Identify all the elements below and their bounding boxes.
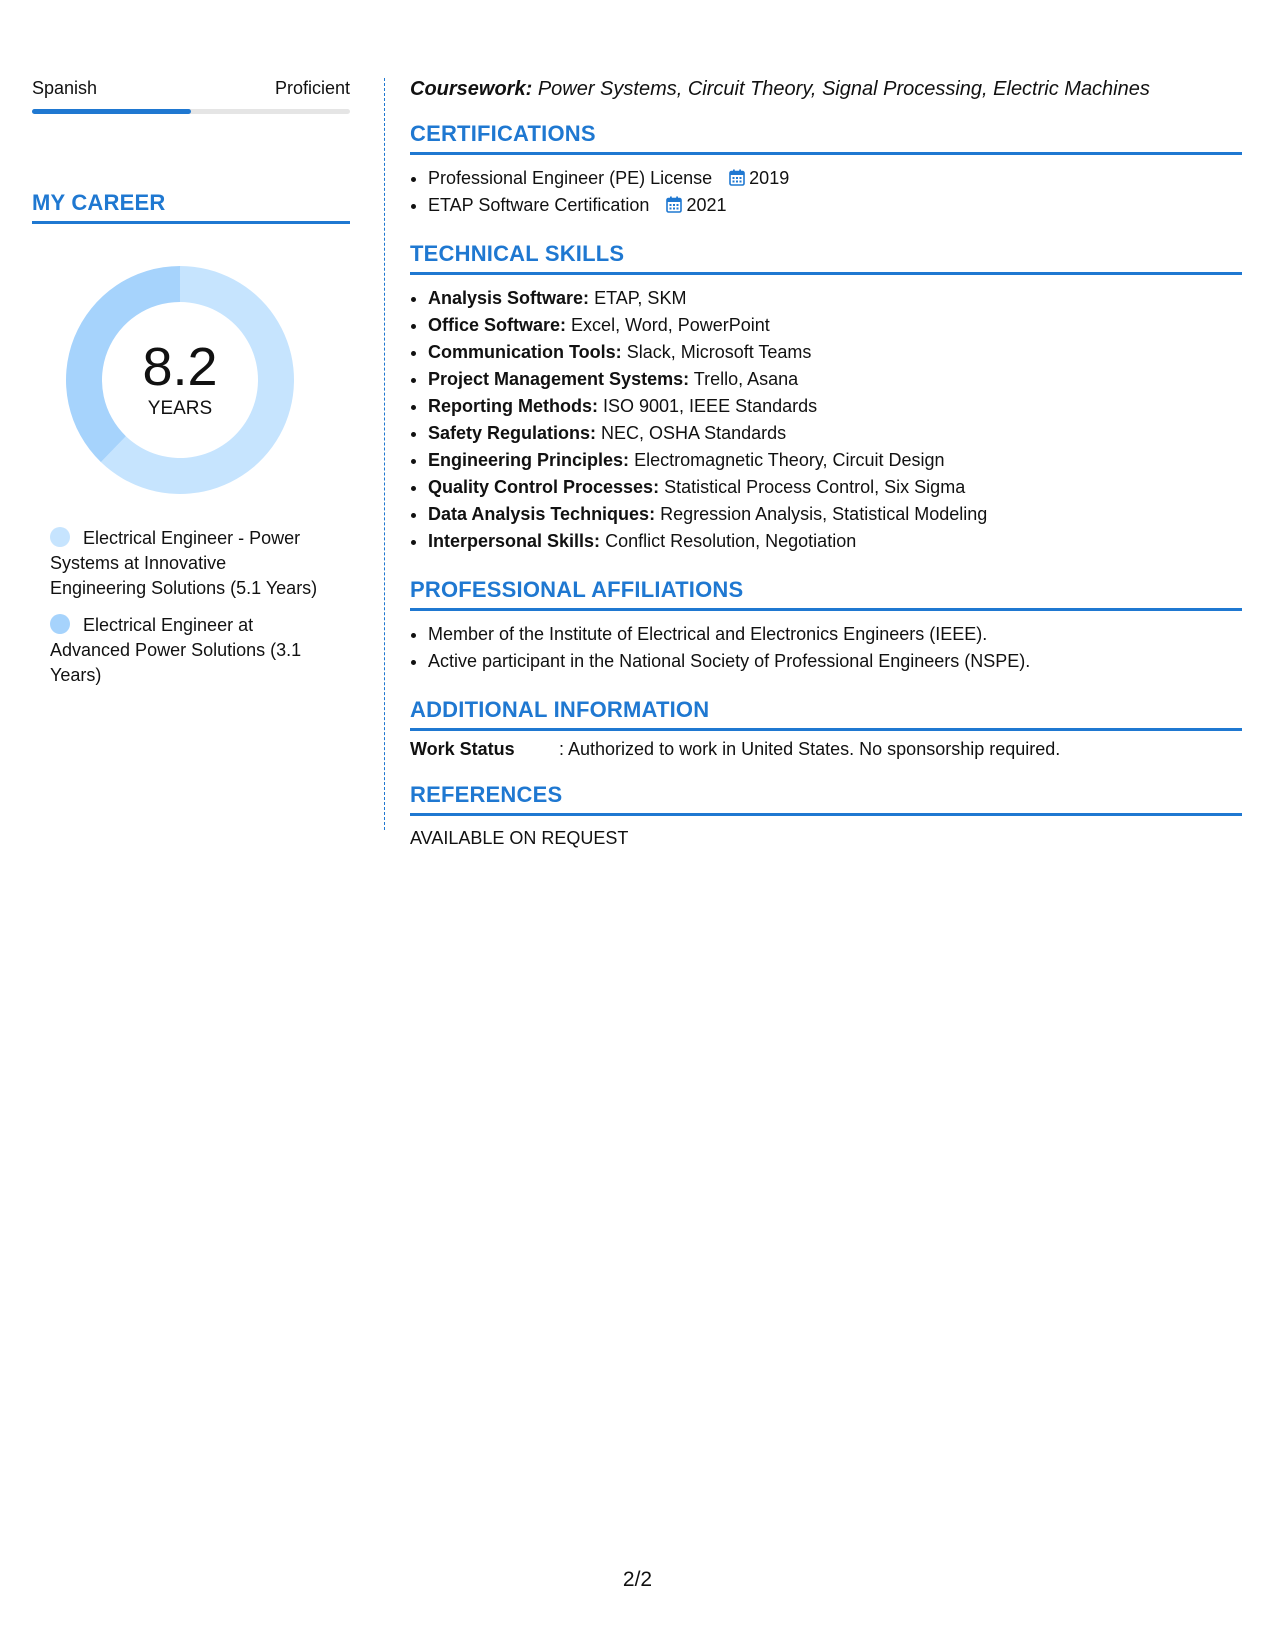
section-title-affiliations: PROFESSIONAL AFFILIATIONS [410,577,744,602]
section-title-career: MY CAREER [32,190,166,215]
affiliations-list [410,621,1242,675]
career-donut [66,266,294,494]
skill-value: ETAP, SKM [594,288,687,308]
legend-item [50,613,320,688]
section-title-references: REFERENCES [410,782,563,807]
section-rule [410,272,1242,275]
skill-label: Reporting Methods: [428,396,598,416]
section-rule [410,608,1242,611]
legend-dot-icon [50,527,70,547]
certification-name: ETAP Software Certification [428,195,650,215]
certification-name: Professional Engineer (PE) License [428,168,713,188]
skill-label: Data Analysis Techniques: [428,504,656,524]
legend-item [50,526,320,601]
section-title-certifications: CERTIFICATIONS [410,121,596,146]
language-bar [32,109,350,114]
coursework [410,78,1242,101]
section-rule [410,728,1242,731]
skill-label: Project Management Systems: [428,369,690,389]
list-item [428,366,1242,393]
references-text: AVAILABLE ON REQUEST [410,828,629,848]
work-status-value: : Authorized to work in United States. No sponsorship required. [559,739,1061,759]
career-legend [50,526,320,688]
right-column [410,78,1242,849]
coursework-text: Power Systems, Circuit Theory, Signal Processing, Electric Machines [537,78,1150,100]
language-bar-fill [32,109,191,114]
skill-label: Office Software: [428,315,567,335]
language-name: Spanish [32,78,98,98]
list-item: • Member of the Institute of Electrical and Electronics Engineers (IEEE). [428,621,1242,648]
section-rule [410,813,1242,816]
section-title-technical-skills: TECHNICAL SKILLS [410,241,625,266]
certifications-list [410,165,1242,219]
certification-year: 2019 [749,168,790,188]
skill-value: Electromagnetic Theory, Circuit Design [634,450,945,470]
column-divider [384,78,385,830]
skill-value: ISO 9001, IEEE Standards [603,396,818,416]
legend-dot-icon [50,614,70,634]
skill-value: Regression Analysis, Statistical Modeling [660,504,988,524]
work-status-label: Work Status [410,739,515,759]
career-total-years: 8.2 [142,337,218,397]
list-item [428,285,1242,312]
list-item: • Active participant in the National Society of Professional Engineers (NSPE). [428,648,1242,675]
skill-value: Conflict Resolution, Negotiation [605,531,857,551]
coursework-label: Coursework: [410,78,533,100]
list-item [428,393,1242,420]
skill-value: Slack, Microsoft Teams [626,342,812,362]
skill-value: Trello, Asana [693,369,799,389]
list-item [428,420,1242,447]
additional-info-section [410,697,1242,760]
technical-skills-section [410,241,1242,555]
certifications-section [410,121,1242,219]
list-item [428,312,1242,339]
list-item [428,339,1242,366]
skill-label: Interpersonal Skills: [428,531,601,551]
list-item [428,192,1242,219]
list-item [428,165,1242,192]
calendar-icon [666,196,682,213]
skill-label: Analysis Software: [428,288,590,308]
left-column [32,78,350,700]
affiliations-section [410,577,1242,675]
calendar-icon [729,169,745,186]
list-item [428,447,1242,474]
career-years-unit: YEARS [147,398,213,419]
skill-label: Engineering Principles: [428,450,630,470]
legend-label: Electrical Engineer at Advanced Power Solutions (3.1 Years) [50,615,302,685]
career-section [32,190,350,224]
section-title-additional-info: ADDITIONAL INFORMATION [410,697,710,722]
skill-value: NEC, OSHA Standards [601,423,787,443]
skill-label: Quality Control Processes: [428,477,660,497]
page-number: 2/2 [622,1568,653,1591]
skill-label: Safety Regulations: [428,423,597,443]
list-item [428,528,1242,555]
list-item [428,501,1242,528]
section-rule [410,152,1242,155]
list-item [428,474,1242,501]
skill-value: Statistical Process Control, Six Sigma [664,477,966,497]
certification-year: 2021 [686,195,727,215]
work-status-row [410,739,1242,760]
language-level: Proficient [274,78,350,98]
skill-label: Communication Tools: [428,342,622,362]
skills-list [410,285,1242,555]
legend-label: Electrical Engineer - Power Systems at Innovative Engineering Solutions (5.1 Years) [50,528,318,598]
language-entry [32,78,350,114]
references-section [410,782,1242,849]
section-rule [32,221,350,224]
skill-value: Excel, Word, PowerPoint [571,315,770,335]
